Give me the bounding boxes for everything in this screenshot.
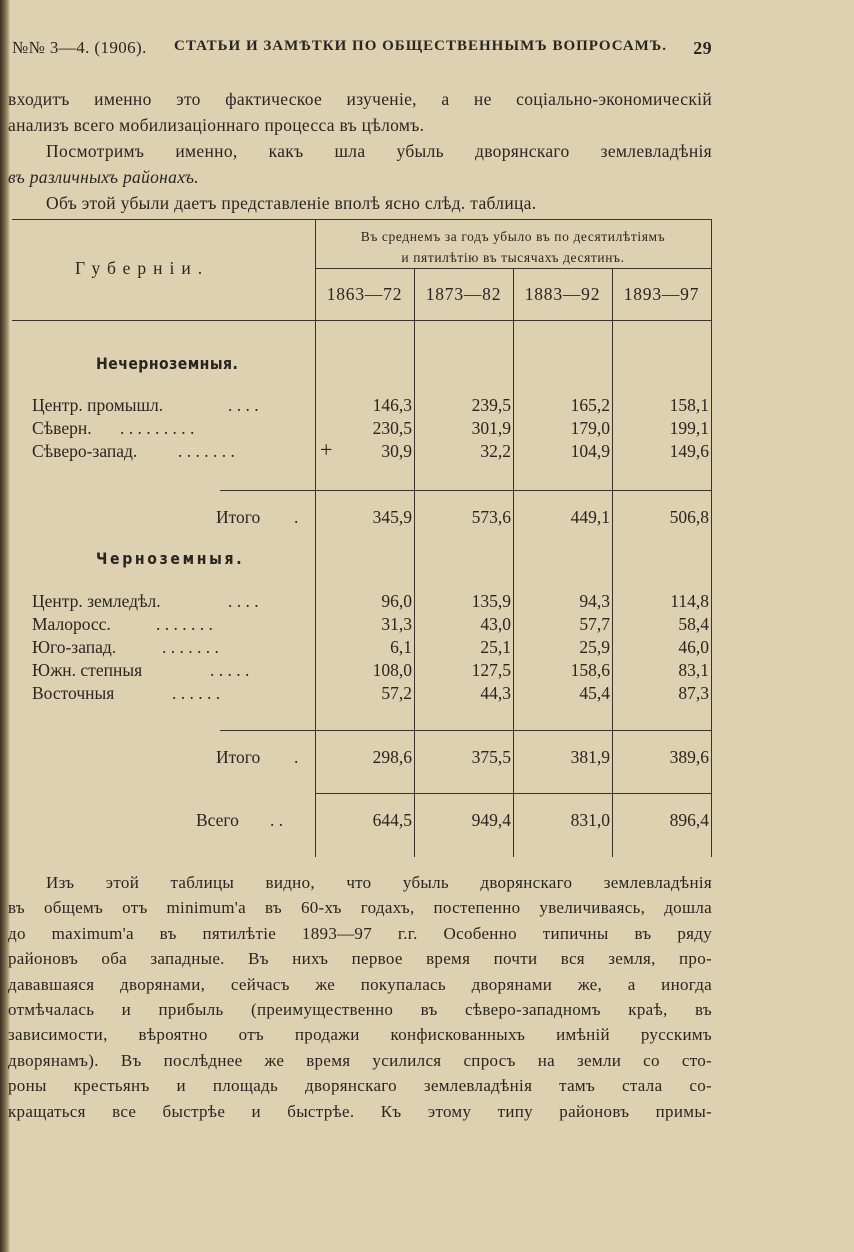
period-header: 1863—72 (326, 284, 403, 304)
table-cell: 449,1 (570, 507, 610, 527)
table-cell: 179,0 (570, 418, 610, 438)
row-label: Малоросс. (32, 614, 111, 634)
row-label: Центр. земледѣл. (32, 591, 161, 611)
subtotal-rule (220, 730, 315, 731)
column-divider (513, 268, 514, 857)
text-line: районовъ оба западные. Въ нихъ первое время почти вся земля, про- (8, 949, 712, 969)
table-cell: 301,9 (471, 418, 511, 438)
header-subrule (315, 268, 711, 269)
period-header: 1873—82 (425, 284, 502, 304)
group-header-line: Въ среднемъ за годъ убыло въ по десятилѣтіямъ (360, 229, 666, 244)
row-label: Восточныя (32, 683, 115, 703)
row-dots: . . . . . (210, 660, 250, 680)
table-cell: 345,9 (372, 507, 412, 527)
table-cell: 87,3 (678, 683, 709, 703)
table-cell: 96,0 (381, 591, 412, 611)
row-dots: . . (270, 810, 284, 830)
text-line: Посмотримъ именно, какъ шла убыль дворянскаго землевладѣнія (46, 141, 712, 161)
table-cell: 104,9 (570, 441, 610, 461)
table-cell: 165,2 (570, 395, 610, 415)
table-cell: 949,4 (471, 810, 511, 830)
table-cell: 57,7 (579, 614, 610, 634)
table-cell: 135,9 (471, 591, 511, 611)
table-cell: 375,5 (471, 747, 511, 767)
row-dots: . . . . . . (172, 683, 221, 703)
table-cell: 896,4 (669, 810, 709, 830)
subtotal-rule (315, 730, 711, 731)
row-dots: . . . . (228, 395, 259, 415)
text-line: Изъ этой таблицы видно, что убыль дворянскаго землевладѣнія (46, 873, 712, 892)
table-cell: 94,3 (579, 591, 610, 611)
table-cell: 45,4 (579, 683, 610, 703)
row-dots: . (294, 747, 299, 767)
text-line: въ общемъ отъ minimum'а въ 60-хъ годахъ, постепенно увеличиваясь, дошла (8, 898, 712, 918)
table-cell: 25,1 (480, 637, 511, 657)
period-header: 1883—92 (524, 284, 601, 304)
table-cell: 30,9 (381, 441, 412, 461)
table-cell: 381,9 (570, 747, 610, 767)
table-cell: 506,8 (669, 507, 709, 527)
table-cell: 573,6 (471, 507, 511, 527)
row-dots: . . . . . . . (162, 637, 219, 657)
table-cell: 114,8 (670, 591, 709, 611)
subtotal-label: Итого (216, 747, 261, 767)
text-line: до maximum'а въ пятилѣтіе 1893—97 г.г. Особенно типичны въ ряду (8, 923, 712, 943)
subtotal-rule (220, 490, 315, 491)
table-cell: 127,5 (471, 660, 511, 680)
table-cell: 57,2 (381, 683, 412, 703)
grand-total-label: Всего (196, 810, 239, 830)
subtotal-label: Итого (216, 507, 261, 527)
row-dots: . (294, 507, 299, 527)
column-divider (612, 268, 613, 857)
table-cell: 58,4 (678, 614, 709, 634)
column-divider (711, 219, 712, 857)
table-cell: 389,6 (669, 747, 709, 767)
table-cell: 46,0 (678, 637, 709, 657)
text-line-italic: въ различныхъ районахъ. (8, 167, 199, 187)
period-header: 1893—97 (623, 284, 700, 304)
table-cell: 83,1 (678, 660, 709, 680)
text-line: дворянамъ). Въ послѣднее же время усилился спросъ на земли со сто- (8, 1050, 712, 1070)
table-cell: 32,2 (480, 441, 511, 461)
table-cell: 239,5 (471, 395, 511, 415)
region-column-header: Губерніи. (75, 258, 210, 278)
conclusion-paragraph (8, 870, 712, 1124)
text-line: зависимости, вѣроятно отъ продажи конфискованныхъ имѣній русскимъ (8, 1025, 712, 1045)
table-cell: 298,6 (372, 747, 412, 767)
table-cell: 149,6 (669, 441, 709, 461)
row-label: Сѣверн. (32, 418, 92, 438)
table-top-rule (12, 219, 712, 220)
table-cell: 44,3 (480, 683, 511, 703)
row-label: Центр. промышл. (32, 395, 164, 415)
table-cell: 6,1 (390, 637, 412, 657)
text-line: анализъ всего мобилизаціоннаго процесса въ цѣломъ. (8, 115, 425, 135)
plus-sign: + (320, 437, 333, 462)
table-cell: 158,1 (669, 395, 709, 415)
table-cell: 108,0 (372, 660, 412, 680)
page-number: 29 (693, 38, 712, 58)
section-title: Нечерноземныя. (96, 354, 239, 373)
text-line: кращаться все быстрѣе и быстрѣе. Къ этому типу районовъ примы- (8, 1101, 712, 1121)
table-cell: 230,5 (372, 418, 412, 438)
intro-paragraph (8, 86, 712, 190)
text-line: дававшаяся дворянами, сейчасъ же покупалась дворянами же, а иногда (8, 974, 712, 994)
table-cell: 644,5 (372, 810, 412, 830)
text-line: отмѣчалась и прибыль (преимущественно въ сѣверо-западномъ краѣ, въ (8, 1000, 712, 1020)
section-title: Черноземныя. (96, 549, 245, 568)
table-cell: 158,6 (570, 660, 610, 680)
issue-number: №№ 3—4. (1906). (12, 38, 147, 57)
group-header (317, 226, 709, 268)
total-rule (315, 793, 711, 794)
table-cell: 831,0 (570, 810, 610, 830)
column-divider (414, 268, 415, 857)
row-dots: . . . . . . . (178, 441, 235, 461)
table-intro-paragraph (8, 190, 712, 216)
group-header-line: и пятилѣтію въ тысячахъ десятинъ. (401, 250, 625, 265)
text-line: роны крестьянъ и площадь дворянскаго землевладѣнія тамъ стала со- (8, 1076, 712, 1096)
table-cell: 43,0 (480, 614, 511, 634)
table-cell: 146,3 (372, 395, 412, 415)
column-divider (315, 219, 316, 857)
table-header-rule (12, 320, 712, 321)
running-header (12, 38, 712, 64)
row-label: Юго-запад. (32, 637, 117, 657)
text-line: входитъ именно это фактическое изученіе, а не соціально-экономическій (8, 89, 712, 109)
text-line: Объ этой убыли даетъ представленіе вполѣ ясно слѣд. таблица. (46, 193, 537, 213)
subtotal-rule (315, 490, 711, 491)
running-title: СТАТЬИ И ЗАМѢТКИ ПО ОБЩЕСТВЕННЫМЪ ВОПРОСАМЪ. (174, 38, 668, 54)
table-cell: 25,9 (579, 637, 610, 657)
row-dots: . . . . (228, 591, 259, 611)
table-cell: 31,3 (381, 614, 412, 634)
row-label: Южн. степныя (32, 660, 143, 680)
row-label: Сѣверо-запад. (32, 441, 138, 461)
row-dots: . . . . . . . (156, 614, 213, 634)
row-dots: . . . . . . . . . (120, 418, 195, 438)
table-cell: 199,1 (669, 418, 709, 438)
